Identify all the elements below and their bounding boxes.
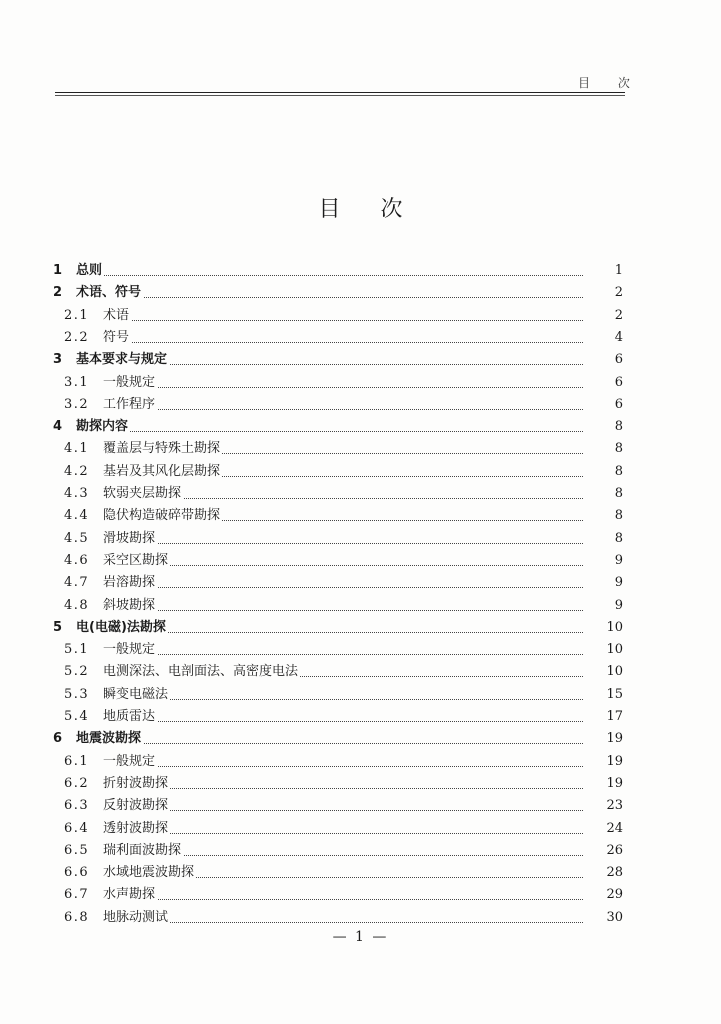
toc-leader-dots: [103, 634, 611, 655]
header-rule: [55, 92, 625, 93]
toc-leader-dots: [103, 790, 611, 811]
toc-entry-title: 水域地震波勘探: [103, 863, 196, 883]
page-number: — 1 —: [332, 929, 389, 945]
header-rule-thin: [55, 95, 625, 96]
toc-entry-page: 4: [583, 328, 623, 348]
toc-entry-page: 8: [583, 462, 623, 482]
running-header: 目 次: [578, 76, 642, 90]
toc-entry-number: 4.6: [64, 552, 90, 568]
toc-entry-number: 4: [53, 419, 63, 435]
toc-entry-page: 2: [583, 306, 623, 326]
toc-leader-dots: [76, 277, 611, 298]
toc-entry-number: 4.1: [64, 441, 90, 457]
toc-entry-page: 10: [583, 640, 623, 660]
toc-leader-dots: [103, 590, 611, 611]
toc-entry-page: 8: [583, 506, 623, 526]
toc-leader-dots: [103, 545, 611, 566]
toc-entry-number: 6.2: [64, 775, 90, 791]
toc-entry-page: 19: [583, 729, 623, 749]
toc-entry-number: 6.7: [64, 887, 90, 903]
toc-title: 目次: [318, 197, 443, 222]
toc-entry-number: 4.7: [64, 575, 90, 591]
toc-leader-dots: [103, 567, 611, 588]
toc-leader-dots: [103, 701, 611, 722]
toc-entry-title: 总则: [76, 261, 104, 281]
toc-entry-page: 6: [583, 350, 623, 370]
toc-entry-page: 30: [583, 908, 623, 928]
toc-entry-title: 斜坡勘探: [103, 596, 157, 616]
toc-entry-title: 滑坡勘探: [103, 529, 157, 549]
toc-entry-title: 地脉动测试: [103, 908, 170, 928]
toc-entry-page: 10: [583, 618, 623, 638]
toc-entry-number: 4.3: [64, 486, 90, 501]
toc-entry-title: 水声勘探: [103, 885, 157, 905]
toc-leader-dots: [103, 389, 611, 410]
toc-entry-number: 5.3: [64, 686, 90, 702]
toc-entry-page: 26: [583, 841, 623, 861]
toc-entry-number: 4.5: [64, 530, 90, 546]
toc-entry-number: 2.1: [64, 307, 90, 323]
toc-entry-page: 19: [583, 752, 623, 772]
toc-entry-number: 4.8: [64, 597, 90, 613]
toc-entry-title: 透射波勘探: [103, 819, 170, 839]
toc-entry-number: 5: [53, 619, 63, 635]
toc-entry-page: 10: [583, 662, 623, 682]
toc-entry-title: 地质雷达: [103, 707, 157, 727]
toc-entry-title: 瑞利面波勘探: [103, 841, 183, 861]
toc-entry-number: 5.1: [64, 642, 90, 658]
toc-entry-page: 17: [583, 707, 623, 727]
toc-entry-page: 24: [583, 819, 623, 839]
toc-leader-dots: [103, 523, 611, 544]
toc-entry-title: 隐伏构造破碎带勘探: [103, 506, 222, 526]
toc-entry-page: 8: [583, 529, 623, 549]
toc-entry-page: 28: [583, 863, 623, 883]
toc-entry-title: 覆盖层与特殊土勘探: [103, 439, 222, 459]
toc-leader-dots: [103, 746, 611, 767]
toc-section-entry[interactable]: [0, 908, 721, 928]
toc-entry-title: 反射波勘探: [103, 796, 170, 816]
toc-leader-dots: [103, 322, 611, 343]
toc-entry-page: 6: [583, 395, 623, 415]
toc-entry-title: 瞬变电磁法: [103, 685, 170, 705]
toc-leader-dots: [76, 255, 611, 276]
toc-entry-title: 电(电磁)法勘探: [76, 618, 168, 638]
toc-entry-title: 基岩及其风化层勘探: [103, 462, 222, 482]
toc-entry-number: 4.2: [64, 463, 90, 479]
toc-entry-title: 采空区勘探: [103, 551, 170, 571]
toc-leader-dots: [103, 902, 611, 923]
toc-entry-title: 折射波勘探: [103, 774, 170, 794]
toc-entry-number: 5.4: [64, 709, 90, 724]
toc-entry-number: 3: [53, 352, 63, 368]
toc-entry-page: 19: [583, 774, 623, 794]
toc-entry-page: 9: [583, 573, 623, 593]
toc-entry-number: 6.1: [64, 753, 90, 769]
toc-entry-title: 软弱夹层勘探: [103, 484, 183, 504]
toc-leader-dots: [103, 679, 611, 700]
toc-entry-title: 一般规定: [103, 752, 157, 772]
toc-entry-page: 8: [583, 417, 623, 437]
toc-leader-dots: [103, 768, 611, 789]
toc-entry-page: 6: [583, 373, 623, 393]
toc-leader-dots: [76, 723, 611, 744]
toc-entry-number: 6.3: [64, 798, 90, 814]
toc-entry-title: 符号: [103, 328, 131, 348]
toc-entry-title: 电测深法、电剖面法、高密度电法: [103, 662, 300, 682]
toc-entry-number: 6: [53, 731, 63, 747]
toc-entry-title: 勘探内容: [76, 417, 130, 437]
toc-entry-title: 一般规定: [103, 373, 157, 393]
toc-entry-number: 6.8: [64, 909, 90, 925]
toc-entry-page: 9: [583, 551, 623, 571]
toc-entry-page: 2: [583, 283, 623, 303]
toc-entry-number: 6.5: [64, 842, 90, 858]
toc-entry-title: 术语、符号: [76, 283, 143, 303]
toc-entry-number: 3.1: [64, 374, 90, 390]
toc-entry-title: 基本要求与规定: [76, 350, 169, 370]
toc-entry-page: 1: [583, 261, 623, 281]
toc-entry-title: 术语: [103, 306, 131, 326]
toc-entry-page: 8: [583, 484, 623, 504]
toc-entry-title: 岩溶勘探: [103, 573, 157, 593]
toc-entry-page: 15: [583, 685, 623, 705]
toc-entry-page: 9: [583, 596, 623, 616]
toc-entry-number: 6.4: [64, 820, 90, 836]
toc-leader-dots: [103, 300, 611, 321]
toc-entry-number: 6.6: [64, 865, 90, 881]
toc-entry-title: 地震波勘探: [76, 729, 143, 749]
toc-leader-dots: [103, 879, 611, 900]
toc-entry-page: 23: [583, 796, 623, 816]
toc-entry-number: 3.2: [64, 396, 90, 412]
toc-leader-dots: [103, 813, 611, 834]
toc-entry-number: 4.4: [64, 508, 90, 524]
toc-leader-dots: [103, 367, 611, 388]
toc-entry-number: 2: [53, 285, 63, 301]
toc-entry-page: 29: [583, 885, 623, 905]
toc-leader-dots: [76, 411, 611, 432]
toc-entry-title: 工作程序: [103, 395, 157, 415]
toc-entry-title: 一般规定: [103, 640, 157, 660]
toc-entry-number: 1: [53, 263, 63, 278]
toc-entry-number: 2.2: [64, 329, 90, 345]
toc-entry-number: 5.2: [64, 664, 90, 680]
toc-entry-page: 8: [583, 439, 623, 459]
